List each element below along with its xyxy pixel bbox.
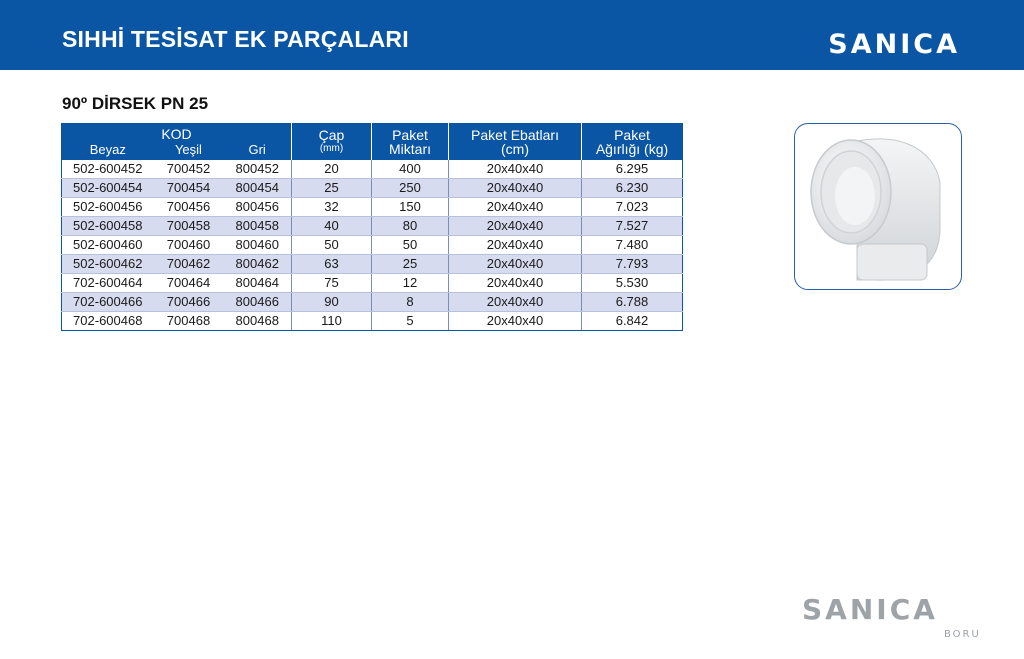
product-photo-frame	[794, 123, 962, 290]
product-table	[61, 123, 683, 331]
cell-cap: 110	[292, 312, 372, 331]
cell-beyaz: 702-600468	[62, 312, 154, 331]
header-paket-miktari-line1: Paket	[392, 126, 428, 143]
cell-cap: 40	[292, 217, 372, 236]
cell-miktar: 5	[372, 312, 449, 331]
cell-agirlik: 5.530	[582, 274, 683, 293]
brand-logo-header: SANICA	[828, 29, 960, 60]
header-paket-ebatlari-line2: (cm)	[501, 140, 529, 157]
cell-yesil: 700468	[154, 312, 224, 331]
table-row	[62, 179, 683, 198]
table-row	[62, 198, 683, 217]
cell-ebat: 20x40x40	[449, 217, 582, 236]
cell-ebat: 20x40x40	[449, 236, 582, 255]
cell-yesil: 700462	[154, 255, 224, 274]
header-kod-label: KOD	[161, 125, 192, 142]
cell-beyaz: 702-600464	[62, 274, 154, 293]
elbow-fitting-image	[795, 124, 961, 289]
table-row	[62, 312, 683, 331]
cell-gri: 800452	[224, 160, 292, 179]
cell-miktar: 250	[372, 179, 449, 198]
cell-cap: 90	[292, 293, 372, 312]
header-cap-unit: (mm)	[319, 142, 344, 154]
cell-yesil: 700460	[154, 236, 224, 255]
cell-agirlik: 6.842	[582, 312, 683, 331]
cell-yesil: 700456	[154, 198, 224, 217]
cell-beyaz: 502-600458	[62, 217, 154, 236]
cell-gri: 800456	[224, 198, 292, 217]
header-paket-miktari-line2: Miktarı	[389, 140, 431, 157]
top-banner	[0, 0, 1024, 70]
header-yesil: Yeşil	[174, 141, 202, 157]
cell-gri: 800466	[224, 293, 292, 312]
cell-yesil: 700464	[154, 274, 224, 293]
cell-agirlik: 6.295	[582, 160, 683, 179]
cell-cap: 63	[292, 255, 372, 274]
cell-beyaz: 502-600454	[62, 179, 154, 198]
cell-miktar: 12	[372, 274, 449, 293]
cell-ebat: 20x40x40	[449, 179, 582, 198]
cell-yesil: 700458	[154, 217, 224, 236]
header-paket-ebatlari	[449, 123, 582, 160]
cell-miktar: 400	[372, 160, 449, 179]
table-header-row	[62, 123, 683, 160]
cell-agirlik: 6.788	[582, 293, 683, 312]
cell-agirlik: 7.023	[582, 198, 683, 217]
cell-miktar: 8	[372, 293, 449, 312]
cell-gri: 800462	[224, 255, 292, 274]
cell-miktar: 25	[372, 255, 449, 274]
table-row	[62, 236, 683, 255]
cell-yesil: 700452	[154, 160, 224, 179]
cell-agirlik: 6.230	[582, 179, 683, 198]
cell-ebat: 20x40x40	[449, 312, 582, 331]
header-paket-ebatlari-line1: Paket Ebatları	[471, 126, 559, 143]
header-gri: Gri	[248, 141, 266, 157]
cell-beyaz: 502-600456	[62, 198, 154, 217]
cell-cap: 32	[292, 198, 372, 217]
cell-ebat: 20x40x40	[449, 198, 582, 217]
cell-gri: 800468	[224, 312, 292, 331]
cell-agirlik: 7.480	[582, 236, 683, 255]
cell-miktar: 150	[372, 198, 449, 217]
cell-beyaz: 502-600462	[62, 255, 154, 274]
header-cap-label: Çap	[318, 126, 345, 143]
cell-ebat: 20x40x40	[449, 274, 582, 293]
cell-cap: 50	[292, 236, 372, 255]
cell-gri: 800460	[224, 236, 292, 255]
cell-gri: 800458	[224, 217, 292, 236]
cell-miktar: 80	[372, 217, 449, 236]
cell-agirlik: 7.793	[582, 255, 683, 274]
cell-beyaz: 702-600466	[62, 293, 154, 312]
page-title: SIHHİ TESİSAT EK PARÇALARI	[62, 26, 409, 52]
table-row	[62, 217, 683, 236]
cell-cap: 25	[292, 179, 372, 198]
header-cap	[292, 123, 372, 160]
brand-logo-footer: SANICA	[802, 593, 938, 626]
table-row	[62, 293, 683, 312]
cell-cap: 20	[292, 160, 372, 179]
header-paket-agirligi-line2: Ağırlığı (kg)	[595, 140, 669, 157]
header-kod	[62, 123, 292, 160]
cell-cap: 75	[292, 274, 372, 293]
table-row	[62, 160, 683, 179]
cell-yesil: 700466	[154, 293, 224, 312]
header-beyaz: Beyaz	[89, 141, 126, 157]
header-paket-agirligi	[582, 123, 683, 160]
cell-beyaz: 502-600452	[62, 160, 154, 179]
header-paket-miktari	[372, 123, 449, 160]
table-body	[62, 160, 683, 331]
cell-ebat: 20x40x40	[449, 160, 582, 179]
header-paket-agirligi-line1: Paket	[614, 126, 650, 143]
cell-miktar: 50	[372, 236, 449, 255]
product-title: 90º DİRSEK PN 25	[62, 94, 209, 113]
cell-ebat: 20x40x40	[449, 255, 582, 274]
cell-beyaz: 502-600460	[62, 236, 154, 255]
cell-gri: 800454	[224, 179, 292, 198]
brand-logo-footer-sub: BORU	[944, 629, 981, 640]
cell-gri: 800464	[224, 274, 292, 293]
cell-yesil: 700454	[154, 179, 224, 198]
table-row	[62, 255, 683, 274]
table-row	[62, 274, 683, 293]
cell-agirlik: 7.527	[582, 217, 683, 236]
cell-ebat: 20x40x40	[449, 293, 582, 312]
